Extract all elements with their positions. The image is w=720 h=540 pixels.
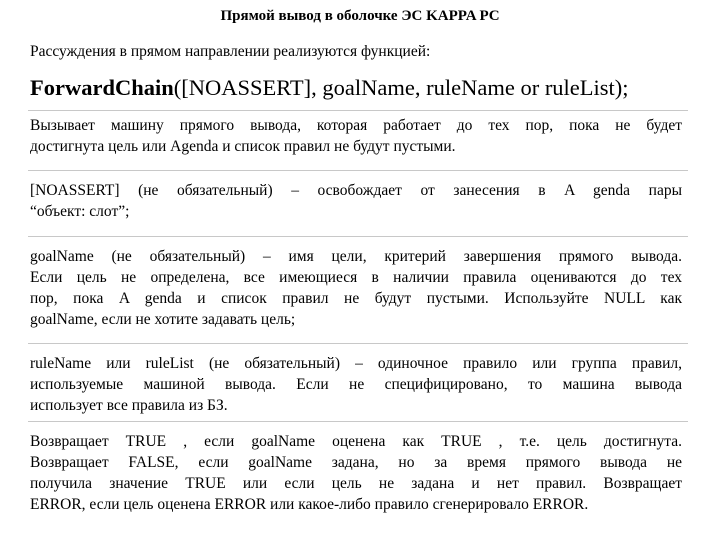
page-title: Прямой вывод в оболочке ЭС KAPPA PC (220, 8, 500, 24)
paragraph-line: [NOASSERT] (не обязательный) – освобождает от занесения в A genda пары (30, 182, 682, 199)
paragraph-line: Возвращает TRUE , если goalName оценена как TRUE , т.е. цель достигнута. (30, 433, 682, 450)
paragraph-line: использует все правила из БЗ. (30, 397, 228, 414)
function-name: ForwardChain (30, 75, 174, 100)
separator (28, 343, 688, 344)
intro-text: Рассуждения в прямом направлении реализуются функцией: (30, 43, 431, 60)
paragraph-line: Если цель не определена, все имеющиеся в наличии правила оцениваются до тех (30, 269, 682, 286)
paragraph-noassert (30, 180, 682, 222)
paragraph-line: goalName, если не хотите задавать цель; (30, 311, 296, 328)
function-signature (30, 73, 629, 103)
paragraph-line: Вызывает машину прямого вывода, которая работает до тех пор, пока не будет (30, 117, 682, 134)
separator (28, 236, 688, 237)
paragraph-line: получила значение TRUE или если цель не задана и нет правил. Возвращает (30, 475, 682, 492)
separator (28, 110, 688, 111)
paragraph-line: достигнута цель или Agenda и список правил не будут пустыми. (30, 138, 456, 155)
paragraph-goalname (30, 246, 682, 330)
paragraph-line: пор, пока A genda и список правил не будут пустыми. Используйте NULL как (30, 290, 682, 307)
paragraph-line: Возвращает FALSE, если goalName задана, но за время прямого вывода не (30, 454, 682, 471)
paragraph-returns (30, 431, 682, 515)
paragraph-line: ruleName или ruleList (не обязательный) – одиночное правило или группа правил, (30, 355, 682, 372)
separator (28, 170, 688, 171)
paragraph-description (30, 115, 682, 157)
separator (28, 421, 688, 422)
paragraph-line: “объект: слот”; (30, 203, 130, 220)
paragraph-rulename (30, 353, 682, 416)
function-arguments: ([NOASSERT], goalName, ruleName or ruleList); (173, 75, 629, 100)
paragraph-line: ERROR, если цель оценена ERROR или какое-либо правило сгенерировало ERROR. (30, 496, 589, 513)
paragraph-line: goalName (не обязательный) – имя цели, критерий завершения прямого вывода. (30, 248, 682, 265)
paragraph-line: используемые машиной вывода. Если не специфицировано, то машина вывода (30, 376, 682, 393)
